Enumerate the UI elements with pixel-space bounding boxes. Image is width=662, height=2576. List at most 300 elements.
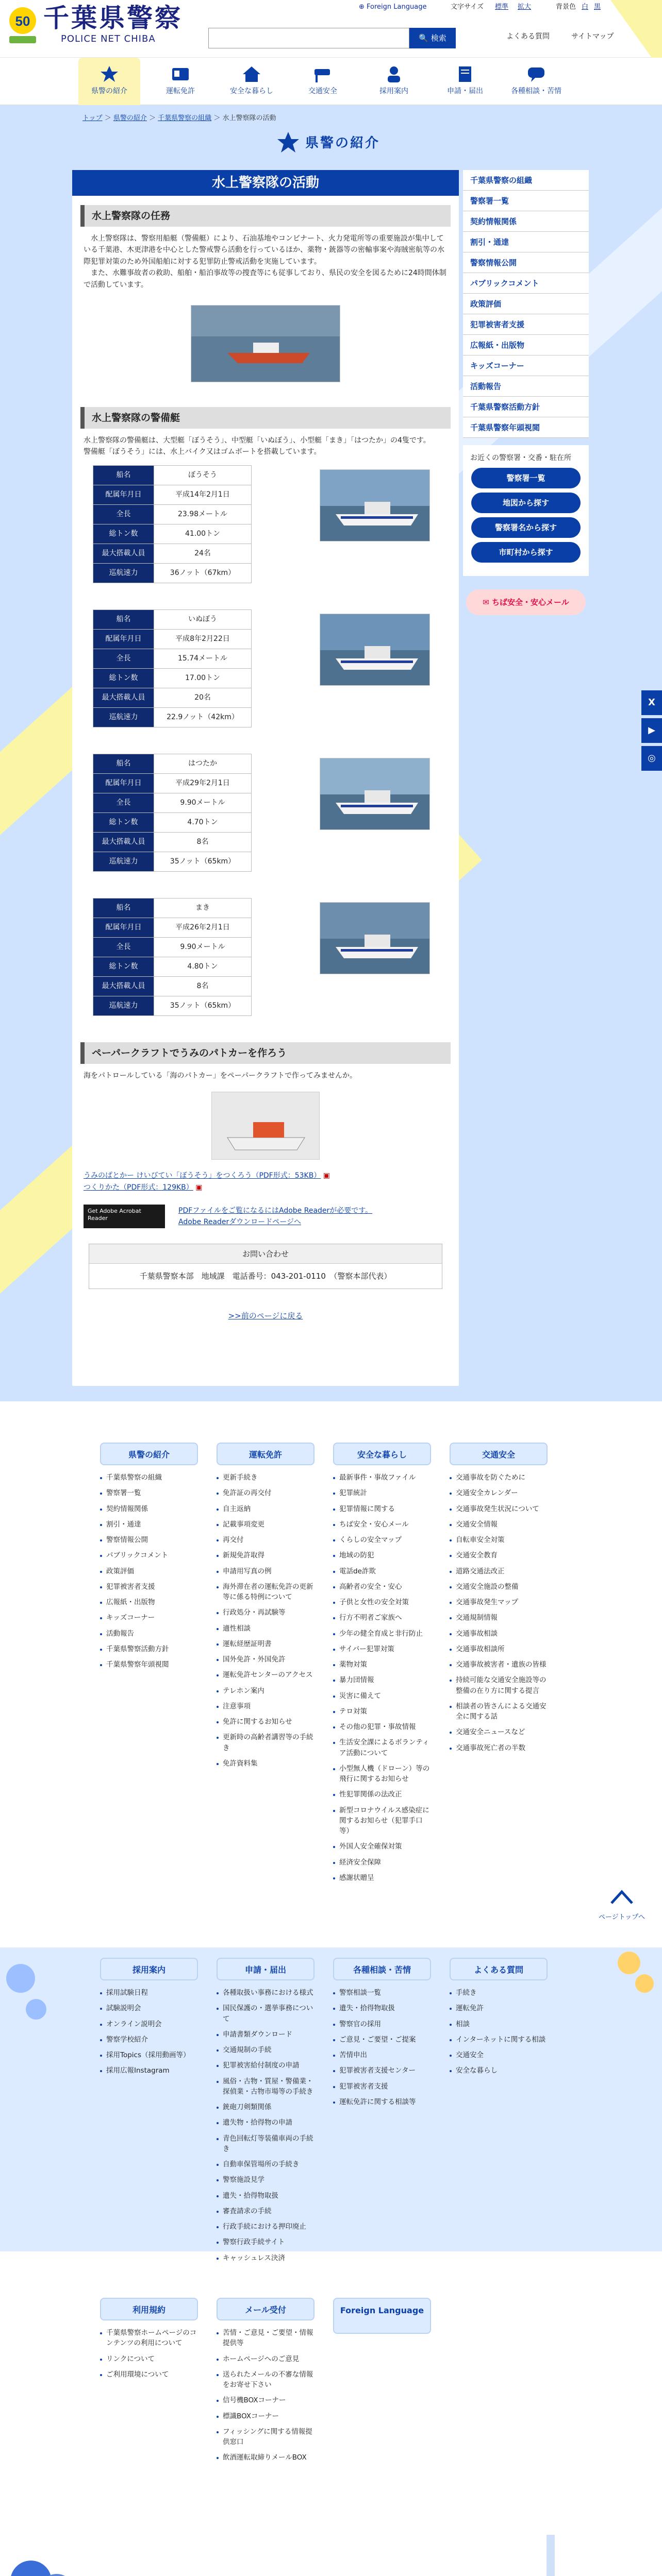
site-title[interactable]: 千葉県警察: [43, 3, 183, 33]
boat-photo: [320, 469, 430, 541]
gnav-label: 県警の紹介: [91, 87, 127, 95]
sidebar-item[interactable]: 警察署一覧: [463, 191, 589, 211]
sidebar-item[interactable]: キッズコーナー: [463, 355, 589, 376]
footer-link[interactable]: 自動車保管場所の手続き: [217, 2159, 315, 2170]
gnav-item-safety[interactable]: [221, 58, 283, 105]
gnav-item-recruit[interactable]: [363, 58, 425, 105]
footer-link[interactable]: 契約情報関係: [100, 1504, 198, 1514]
foreign-language-link[interactable]: [359, 2, 426, 13]
footer-link[interactable]: 千葉県警察年頭視閲: [100, 1659, 198, 1670]
gnav-label: 運転免許: [166, 87, 195, 95]
boat-spec-key: 配属年月日: [93, 773, 154, 793]
adobe-reader-text[interactable]: PDFファイルをご覧になるにはAdobe Readerが必要です。: [178, 1206, 373, 1215]
boat-spec-value: 平成8年2月22日: [154, 629, 252, 649]
boat-spec-key: 総トン数: [93, 957, 154, 976]
footer-link[interactable]: 苦情・ご意見・ご要望・情報提供等: [217, 2328, 315, 2349]
footer-link[interactable]: 警察相談一覧: [333, 1988, 431, 1998]
footer-link[interactable]: くらしの安全マップ: [333, 1535, 431, 1545]
boat-spec-value: はつたか: [154, 754, 252, 773]
boat-spec-row: [93, 649, 252, 668]
breadcrumb-current: 水上警察隊の活動: [222, 114, 276, 122]
footer-link[interactable]: 手続き: [450, 1988, 548, 1998]
footer-link[interactable]: 記載事項変更: [217, 1519, 315, 1530]
footer-link[interactable]: 交通規制情報: [450, 1613, 548, 1623]
text-size-label: 文字サイズ: [451, 3, 484, 11]
boat-spec-key: 船名: [93, 465, 154, 485]
footer-link[interactable]: キッズコーナー: [100, 1613, 198, 1623]
footer-link-list: [100, 2328, 198, 2380]
boat-spec-value: 36ノット（67km）: [154, 563, 252, 583]
footer-link[interactable]: 経済安全保障: [333, 1857, 431, 1868]
footer-link[interactable]: 犯罪統計: [333, 1488, 431, 1498]
footer-link-list: [333, 1988, 431, 2107]
sidebar-item[interactable]: 千葉県警察活動方針: [463, 397, 589, 417]
footer-link[interactable]: 少年の健全育成と非行防止: [333, 1629, 431, 1639]
boat-spec-key: 巡航速力: [93, 563, 154, 583]
footer-link-list: [450, 1472, 548, 1753]
footer-link[interactable]: リンクについて: [100, 2354, 198, 2364]
mission-text: 水上警察隊は、警察用船艇（警備艇）により、石油基地やコンビナート、火力発電所等の重要施設が集中している千葉港、木更津港を中心とした警戒警ら活動を行っているほか、薬物・銃器等の密輸事案や海賊密航等の水際犯罪対策のため外国船舶に対する犯罪防止警戒活動を実施しています。: [84, 234, 444, 266]
footer-link[interactable]: 薬物対策: [333, 1659, 431, 1670]
boat-spec-row: [93, 544, 252, 563]
footer-link[interactable]: 外国人安全確保対策: [333, 1841, 431, 1852]
footer-link[interactable]: インターネットに関する相談: [450, 2035, 548, 2045]
chevron-up-icon: [606, 1886, 637, 1908]
boat-spec-value: まき: [154, 898, 252, 918]
footer-column-heading[interactable]: Foreign Language: [333, 2298, 431, 2334]
boat-spec-key: 総トン数: [93, 524, 154, 544]
papercraft-photo: [211, 1092, 320, 1160]
gnav-item-license[interactable]: [150, 58, 211, 105]
gnav-label: 安全な暮らし: [230, 87, 273, 95]
boat-spec-key: 巡航速力: [93, 707, 154, 727]
footer-link[interactable]: テロ対策: [333, 1706, 431, 1717]
footer-link[interactable]: 犯罪被害者支援: [100, 1582, 198, 1592]
sidebar-item[interactable]: 千葉県警察年頭視閲: [463, 417, 589, 438]
footer-link[interactable]: 自主返納: [217, 1504, 315, 1514]
footer-link[interactable]: 警察学校紹介: [100, 2035, 198, 2045]
footer-link[interactable]: テレホン案内: [217, 1686, 315, 1696]
sidebar-item[interactable]: 犯罪被害者支援: [463, 314, 589, 335]
footer-link[interactable]: 活動報告: [100, 1629, 198, 1639]
footer-link[interactable]: 警察署一覧: [100, 1488, 198, 1498]
boat-spec-row: [93, 898, 252, 918]
footer-column-heading[interactable]: 運転免許: [217, 1443, 315, 1465]
footer-link[interactable]: 新型コロナウイルス感染症に関するお知らせ（犯罪手口等）: [333, 1805, 431, 1837]
bg-color-label: 背景色: [556, 3, 576, 11]
footer-link-list: [100, 1472, 198, 1670]
footer-link[interactable]: 警察官の採用: [333, 2019, 431, 2029]
footer-link[interactable]: 交通安全カレンダー: [450, 1488, 548, 1498]
page-top-label: ページトップへ: [598, 1913, 646, 1921]
footer-column-heading[interactable]: 申請・届出: [217, 1958, 315, 1980]
footer-column-heading[interactable]: 交通安全: [450, 1443, 548, 1465]
house-icon: [241, 65, 262, 83]
boat-spec-key: 全長: [93, 937, 154, 957]
footer-link[interactable]: キャッシュレス決済: [217, 2253, 315, 2263]
footer-link[interactable]: 採用試験日程: [100, 1988, 198, 1998]
footer-link[interactable]: 運転免許センターのアクセス: [217, 1670, 315, 1680]
footer-link[interactable]: 広報紙・出版物: [100, 1597, 198, 1607]
boat-spec-value: 8名: [154, 832, 252, 852]
adobe-reader-badge[interactable]: [84, 1205, 165, 1228]
boat-spec-row: [93, 754, 252, 773]
boat-photo: [320, 902, 430, 974]
search-button[interactable]: [409, 28, 456, 48]
footer-link[interactable]: 電話de詐欺: [333, 1566, 431, 1577]
footer-link[interactable]: 交通安全ニュースなど: [450, 1727, 548, 1737]
footer-link[interactable]: 最新事件・事故ファイル: [333, 1472, 431, 1483]
bg-color-black[interactable]: 黒: [594, 3, 601, 11]
footer-column: [100, 1443, 198, 1675]
map-search-button[interactable]: 地図から探す: [471, 493, 581, 513]
footer-link[interactable]: 地域の防犯: [333, 1550, 431, 1561]
boat-spec-row: [93, 504, 252, 524]
category-heading: [0, 124, 662, 165]
boat-spec-key: 配属年月日: [93, 918, 154, 937]
global-nav: [0, 58, 662, 105]
footer-link[interactable]: オンライン説明会: [100, 2019, 198, 2029]
footer-column: [100, 2298, 198, 2385]
footer-column-heading[interactable]: よくある質問: [450, 1958, 548, 1980]
boat-spec-row: [93, 668, 252, 688]
page-top-button[interactable]: [596, 1886, 648, 1927]
breadcrumb: トップ ＞ 県警の紹介 ＞ 千葉県警察の組織 ＞ 水上警察隊の活動: [82, 114, 276, 122]
footer-link[interactable]: 遺失物・拾得物の申請: [217, 2117, 315, 2128]
search-button-label: 検索: [431, 33, 446, 43]
footer-column: [217, 1958, 315, 2268]
breadcrumb-item[interactable]: トップ: [82, 114, 103, 122]
contact-title: お問い合わせ: [89, 1244, 442, 1264]
patrol-boat-photo: [191, 305, 340, 382]
footer-link[interactable]: 自転車安全対策: [450, 1535, 548, 1545]
footer-link[interactable]: 千葉県警察の組織: [100, 1472, 198, 1483]
site-header: [0, 0, 662, 58]
papercraft-image: [212, 1092, 320, 1160]
boat-spec-row: [93, 852, 252, 871]
boat-spec-value: 23.98メートル: [154, 504, 252, 524]
boat-spec-row: [93, 563, 252, 583]
footer-column-heading[interactable]: 利用規約: [100, 2298, 198, 2320]
boat-spec-row: [93, 524, 252, 544]
footer-link[interactable]: 信号機BOXコーナー: [217, 2395, 315, 2405]
boat-spec-key: 船名: [93, 609, 154, 629]
boat-spec-value: 24名: [154, 544, 252, 563]
station-list-button[interactable]: 警察署一覧: [471, 468, 581, 488]
footer-link[interactable]: 暴力団情報: [333, 1675, 431, 1685]
boat-spec-row: [93, 465, 252, 485]
boat-spec-value: 35ノット（65km）: [154, 852, 252, 871]
footer-link[interactable]: パブリックコメント: [100, 1550, 198, 1561]
footer-column-heading[interactable]: 各種相談・苦情: [333, 1958, 431, 1980]
footer-link[interactable]: 災害に備えて: [333, 1691, 431, 1701]
footer-link[interactable]: 新規免許取得: [217, 1550, 315, 1561]
footer-link[interactable]: 採用Topics（採用動画等）: [100, 2050, 198, 2060]
chiba-police-emblem-icon: [6, 5, 39, 46]
footer-link[interactable]: 交通事故発生状況について: [450, 1504, 548, 1514]
boat-image: [191, 306, 340, 382]
footer-link[interactable]: 交通安全: [450, 2050, 548, 2060]
category-title: 県警の紹介: [305, 135, 380, 151]
boat-spec-value: 平成29年2月1日: [154, 773, 252, 793]
footer-link[interactable]: ご意見・ご要望・ご提案: [333, 2035, 431, 2045]
emblem-icon: [99, 65, 120, 83]
footer-link[interactable]: 国民保護の・選挙事務について: [217, 2003, 315, 2024]
footer-link[interactable]: その他の犯罪・事故情報: [333, 1722, 431, 1732]
footer-link[interactable]: 免許に関するお知らせ: [217, 1717, 315, 1727]
footer-link[interactable]: 性犯罪関係の法改正: [333, 1789, 431, 1800]
bg-color-white[interactable]: 白: [582, 3, 589, 11]
pdf-icon: ▣: [321, 1172, 330, 1180]
sidebar-item[interactable]: 政策評価: [463, 294, 589, 314]
footer-link[interactable]: 運転経歴証明書: [217, 1639, 315, 1649]
boat-spec-row: [93, 937, 252, 957]
adobe-badge-text: Get Adobe Acrobat Reader: [88, 1207, 141, 1222]
footer-link[interactable]: 犯罪被害給付制度の申請: [217, 2060, 315, 2071]
boat-spec-value: 17.00トン: [154, 668, 252, 688]
footer-link[interactable]: 子供と女性の安全対策: [333, 1597, 431, 1607]
footer-column: [333, 1958, 431, 2112]
page-title: 水上警察隊の活動: [72, 170, 459, 196]
footer-link[interactable]: 風俗・古物・質屋・警備業・探偵業・古物市場等の手続き: [217, 2076, 315, 2097]
footer-link[interactable]: 交通事故相談: [450, 1629, 548, 1639]
boat-spec-block: [93, 754, 443, 879]
footer-link[interactable]: 試験説明会: [100, 2003, 198, 2013]
footer-link[interactable]: ちば安全・安心メール: [333, 1519, 431, 1530]
footer-link[interactable]: 交通事故を防ぐために: [450, 1472, 548, 1483]
footer-link[interactable]: 苦情申出: [333, 2050, 431, 2060]
boat-spec-block: [93, 898, 443, 1024]
safety-mail-button[interactable]: [466, 589, 586, 615]
section-heading: 水上警察隊の任務: [80, 205, 451, 227]
footer-link[interactable]: 割引・通達: [100, 1519, 198, 1530]
footer-link[interactable]: 送られたメールの不審な情報をお寄せ下さい: [217, 2369, 315, 2391]
footer-link[interactable]: 飲酒運転取締りメールBOX: [217, 2452, 315, 2463]
footer-link-list: [333, 1472, 431, 1883]
footer-link[interactable]: 青色回転灯等装備車両の手続き: [217, 2133, 315, 2155]
pdf-link-instructions[interactable]: つくりかた（PDF形式：129KB）: [84, 1183, 193, 1192]
sidebar-item[interactable]: パブリックコメント: [463, 273, 589, 294]
sitemap-link[interactable]: サイトマップ: [571, 32, 614, 41]
footer-link[interactable]: 再交付: [217, 1535, 315, 1545]
boat-spec-key: 全長: [93, 649, 154, 668]
footer-link[interactable]: 交通規制の手続: [217, 2045, 315, 2055]
breadcrumb-item[interactable]: 県警の紹介: [113, 114, 147, 122]
footer-link[interactable]: 更新時の高齢者講習等の手続き: [217, 1732, 315, 1753]
sidebar-item[interactable]: 千葉県警察の組織: [463, 170, 589, 191]
footer-band-decoration: [0, 1947, 662, 2251]
boat-spec-row: [93, 996, 252, 1015]
boat-spec-key: 巡航速力: [93, 852, 154, 871]
footer-link-list: [217, 1472, 315, 1769]
footer-link-list: [217, 1988, 315, 2263]
boat-spec-row: [93, 957, 252, 976]
footer-link[interactable]: 犯罪被害者支援: [333, 2081, 431, 2092]
boat-spec-row: [93, 707, 252, 727]
contact-box: [89, 1244, 442, 1289]
sidebar-item[interactable]: 契約情報関係: [463, 211, 589, 232]
footer-link[interactable]: 感謝状贈呈: [333, 1873, 431, 1883]
text-size-standard[interactable]: 標準: [495, 3, 509, 11]
boat-spec-value: 35ノット（65km）: [154, 996, 252, 1015]
footer-link[interactable]: 各種取扱い事務における様式: [217, 1988, 315, 1998]
footer-link[interactable]: 犯罪情報に関する: [333, 1504, 431, 1514]
footer-link[interactable]: 行方不明者ご家族へ: [333, 1613, 431, 1623]
station-finder: [463, 445, 589, 576]
footer-link[interactable]: フィッシングに関する情報提供窓口: [217, 2427, 315, 2448]
footer-link[interactable]: 審査請求の手続: [217, 2206, 315, 2216]
footer-link[interactable]: 銃砲刀剣類関係: [217, 2102, 315, 2112]
footer-link[interactable]: 行政処分・再試験等: [217, 1607, 315, 1618]
footer-column-heading[interactable]: 安全な暮らし: [333, 1443, 431, 1465]
footer-link[interactable]: 運転免許: [450, 2003, 548, 2013]
footer-link[interactable]: 警察行政手続サイト: [217, 2237, 315, 2247]
gnav-item-application[interactable]: [434, 58, 496, 105]
sidebar-item[interactable]: 活動報告: [463, 376, 589, 397]
footer-link[interactable]: 安全な暮らし: [450, 2065, 548, 2076]
footer-link[interactable]: 交通事故相談所: [450, 1644, 548, 1654]
footer-link[interactable]: 交通事故発生マップ: [450, 1597, 548, 1607]
pdf-icon: ▣: [193, 1183, 203, 1192]
footer-link[interactable]: 相談者の皆さんによる交通安全に関する話: [450, 1701, 548, 1722]
boat-spec-row: [93, 918, 252, 937]
gnav-label: 交通安全: [308, 87, 337, 95]
footer-column: [333, 2298, 431, 2341]
footer-link[interactable]: 相談: [450, 2019, 548, 2029]
footer-link[interactable]: 海外滞在者の運転免許の更新等に係る特例について: [217, 1582, 315, 1603]
footer-link[interactable]: 注意事項: [217, 1701, 315, 1711]
adobe-download-link[interactable]: Adobe Readerダウンロードページへ: [178, 1217, 301, 1226]
boat-spec-value: 平成14年2月1日: [154, 485, 252, 504]
footer-link[interactable]: 行政手続における押印廃止: [217, 2222, 315, 2232]
footer-column: [217, 2298, 315, 2468]
boat-spec-value: 22.9ノット（42km）: [154, 707, 252, 727]
footer-column: [217, 1443, 315, 1774]
footer-column-heading[interactable]: 採用案内: [100, 1958, 198, 1980]
back-link[interactable]: >>前のページに戻る: [228, 1311, 303, 1320]
x-icon[interactable]: X: [641, 690, 662, 715]
footer-column-heading[interactable]: メール受付: [217, 2298, 315, 2320]
globe-icon: ⊕: [359, 3, 367, 11]
footer-link-list: [450, 1988, 548, 2076]
pdf-link-papercraft[interactable]: うみのぱとかー けいびてい「ぼうそう」をつくろう（PDF形式：53KB）: [84, 1172, 321, 1180]
sidebar-item[interactable]: 広報紙・出版物: [463, 335, 589, 355]
form-icon: [455, 65, 475, 83]
footer-column: [333, 1443, 431, 1888]
footer-link[interactable]: 交通安全教育: [450, 1550, 548, 1561]
sidebar-menu: [463, 170, 589, 438]
footer-link[interactable]: 政策評価: [100, 1566, 198, 1577]
boat-spec-block: [93, 465, 443, 591]
footer-link[interactable]: 免許証の再交付: [217, 1488, 315, 1498]
boat-spec-table: [93, 465, 252, 583]
boat-spec-key: 巡航速力: [93, 996, 154, 1015]
footer-link[interactable]: 交通事故死亡者の半数: [450, 1743, 548, 1753]
boat-spec-row: [93, 793, 252, 812]
boat-spec-value: 4.70トン: [154, 812, 252, 832]
station-name-search-button[interactable]: 警察署名から探す: [471, 517, 581, 538]
footer-column: [450, 1443, 548, 1758]
footer-link[interactable]: 道路交通法改正: [450, 1566, 548, 1577]
footer-link[interactable]: 交通安全情報: [450, 1519, 548, 1530]
boat-spec-block: [93, 609, 443, 735]
safety-mail-label: ちば安全・安心メール: [492, 598, 569, 607]
youtube-icon[interactable]: ▶: [641, 718, 662, 743]
station-finder-title: お近くの警察署・交番・駐在所: [470, 454, 571, 462]
footer-link[interactable]: 生活安全課によるボランティア活動について: [333, 1737, 431, 1758]
footer-link[interactable]: 警察情報公開: [100, 1535, 198, 1545]
boat-spec-key: 配属年月日: [93, 629, 154, 649]
sidebar-item[interactable]: 割引・通達: [463, 232, 589, 252]
gnav-item-traffic[interactable]: [292, 58, 354, 105]
mail-icon: ✉: [483, 598, 492, 607]
gnav-item-police-intro[interactable]: [78, 58, 140, 105]
footer-column-heading[interactable]: 県警の紹介: [100, 1443, 198, 1465]
footer-link[interactable]: 更新手続き: [217, 1472, 315, 1483]
sidebar-item[interactable]: 警察情報公開: [463, 252, 589, 273]
footer-link[interactable]: 免許資料集: [217, 1758, 315, 1769]
search-input[interactable]: [208, 28, 409, 48]
main-content: [72, 170, 459, 1386]
boat-spec-key: 全長: [93, 504, 154, 524]
header-corner-decoration: [580, 0, 662, 58]
footer-link[interactable]: 標識BOXコーナー: [217, 2411, 315, 2421]
footer-link[interactable]: サイバー犯罪対策: [333, 1644, 431, 1654]
footer-link[interactable]: 申請書類ダウンロード: [217, 2029, 315, 2040]
fleet-text: 警備艇「ぼうそう」には、水上バイク又はゴムボートを搭載しています。: [84, 448, 321, 456]
section-heading: ペーパークラフトでうみのパトカーを作ろう: [80, 1042, 451, 1064]
footer-link[interactable]: 運転免許に関する相談等: [333, 2097, 431, 2107]
city-search-button[interactable]: 市町村から探す: [471, 542, 581, 563]
footer-link[interactable]: 高齢者の安全・安心: [333, 1582, 431, 1592]
footer-link[interactable]: 交通安全施設の整備: [450, 1582, 548, 1592]
footer-link[interactable]: ホームページへのご意見: [217, 2354, 315, 2364]
faq-link[interactable]: よくある質問: [506, 32, 550, 41]
footer-link[interactable]: 犯罪被害者支援センター: [333, 2065, 431, 2076]
gnav-item-consult[interactable]: [505, 58, 567, 105]
footer-link[interactable]: 持続可能な交通安全施設等の整備の在り方に関する提言: [450, 1675, 548, 1696]
boat-spec-row: [93, 485, 252, 504]
sidebar: [463, 170, 589, 629]
text-size-large[interactable]: 拡大: [518, 3, 532, 11]
footer-link-list: [217, 2328, 315, 2463]
footer-link[interactable]: ご利用環境について: [100, 2369, 198, 2380]
footer-link[interactable]: 千葉県警察活動方針: [100, 1644, 198, 1654]
footer-link[interactable]: 適性相談: [217, 1623, 315, 1634]
footer-link[interactable]: 申請用写真の例: [217, 1566, 315, 1577]
boat-spec-key: 最大搭載人員: [93, 544, 154, 563]
instagram-icon[interactable]: ◎: [641, 746, 662, 771]
section-heading: 水上警察隊の警備艇: [80, 407, 451, 429]
footer-link[interactable]: 警察施設見学: [217, 2175, 315, 2185]
recruit-icon: [384, 65, 404, 83]
footer-band: [0, 1947, 662, 2251]
footer-link[interactable]: 千葉県警察ホームページのコンテンツの利用について: [100, 2328, 198, 2349]
footer-column: [450, 1958, 548, 2081]
footer-link[interactable]: 遺失・拾得物取扱: [333, 2003, 431, 2013]
footer-link[interactable]: 小型無人機（ドローン）等の飛行に関するお知らせ: [333, 1764, 431, 1785]
breadcrumb-item[interactable]: 千葉県警察の組織: [158, 114, 212, 122]
boat-list: [72, 465, 459, 1024]
boat-spec-value: 15.74メートル: [154, 649, 252, 668]
footer-link[interactable]: 遺失・拾得物取扱: [217, 2191, 315, 2201]
footer-scene-illustration: [0, 2514, 662, 2576]
boat-spec-key: 最大搭載人員: [93, 688, 154, 707]
footer-link[interactable]: 交通事故被害者・遺族の皆様: [450, 1659, 548, 1670]
footer-link[interactable]: 採用広報Instagram: [100, 2065, 198, 2076]
footer-link[interactable]: 国外免許・外国免許: [217, 1654, 315, 1665]
gnav-label: 各種相談・苦情: [511, 87, 561, 95]
